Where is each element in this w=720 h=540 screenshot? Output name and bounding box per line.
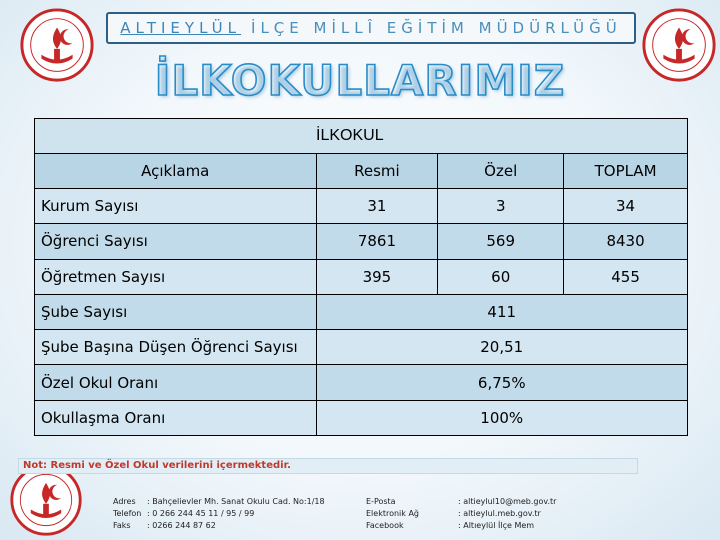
cell-value: 411	[316, 294, 688, 329]
column-header: Özel	[438, 154, 564, 189]
row-label: Öğrenci Sayısı	[35, 224, 317, 259]
cell-ozel: 60	[438, 259, 564, 294]
fax-value: : 0266 244 87 62	[147, 521, 216, 530]
column-header: Açıklama	[35, 154, 317, 189]
facebook-link[interactable]: : Altıeylül İlçe Mem	[458, 521, 535, 530]
email-label: E-Posta	[366, 497, 396, 506]
phone-value: : 0 266 244 45 11 / 95 / 99	[147, 509, 255, 518]
table-header-row	[35, 154, 688, 189]
address-label: Adres	[113, 497, 136, 506]
fax-label: Faks	[113, 521, 131, 530]
cell-ozel: 569	[438, 224, 564, 259]
note-text: Not: Resmi ve Özel Okul verilerini içermektedir.	[23, 460, 291, 471]
cell-ozel: 3	[438, 189, 564, 224]
website-link[interactable]: : altieylul.meb.gov.tr	[458, 509, 541, 518]
row-label: Kurum Sayısı	[35, 189, 317, 224]
directorate-banner	[106, 12, 636, 44]
row-label: Okullaşma Oranı	[35, 400, 317, 435]
cell-value: 100%	[316, 400, 688, 435]
banner-district: ALTIEYLÜL	[120, 19, 242, 37]
table-row	[35, 294, 688, 329]
cell-resmi: 7861	[316, 224, 438, 259]
table-row	[35, 259, 688, 294]
column-header: TOPLAM	[564, 154, 688, 189]
row-label: Şube Sayısı	[35, 294, 317, 329]
table-row	[35, 330, 688, 365]
cell-value: 6,75%	[316, 365, 688, 400]
cell-toplam: 455	[564, 259, 688, 294]
footer-note	[18, 458, 638, 474]
table-group-header-row	[35, 119, 688, 154]
phone-label: Telefon	[113, 509, 142, 518]
row-label: Öğretmen Sayısı	[35, 259, 317, 294]
row-label: Şube Başına Düşen Öğrenci Sayısı	[35, 330, 317, 365]
column-header: Resmi	[316, 154, 438, 189]
email-link[interactable]: : altieylul10@meb.gov.tr	[458, 497, 557, 506]
table-group-header-spacer	[35, 119, 317, 154]
cell-value: 20,51	[316, 330, 688, 365]
table-row	[35, 224, 688, 259]
table-row	[35, 189, 688, 224]
table-row	[35, 365, 688, 400]
cell-toplam: 8430	[564, 224, 688, 259]
cell-resmi: 31	[316, 189, 438, 224]
facebook-label: Facebook	[366, 521, 404, 530]
table-row	[35, 400, 688, 435]
page-title: İLKOKULLARIMIZ	[154, 56, 566, 105]
contact-address-block	[113, 496, 325, 532]
row-label: Özel Okul Oranı	[35, 365, 317, 400]
contact-online-values	[458, 496, 556, 532]
banner-directorate: İLÇE MİLLÎ EĞİTİM MÜDÜRLÜĞÜ	[251, 19, 622, 37]
table-group-header: İLKOKUL	[316, 119, 688, 154]
contact-online-labels	[366, 496, 419, 532]
web-label: Elektronik Ağ	[366, 509, 419, 518]
cell-resmi: 395	[316, 259, 438, 294]
address-value: : Bahçelievler Mh. Sanat Okulu Cad. No:1/18	[147, 497, 325, 506]
statistics-table	[34, 118, 688, 436]
cell-toplam: 34	[564, 189, 688, 224]
